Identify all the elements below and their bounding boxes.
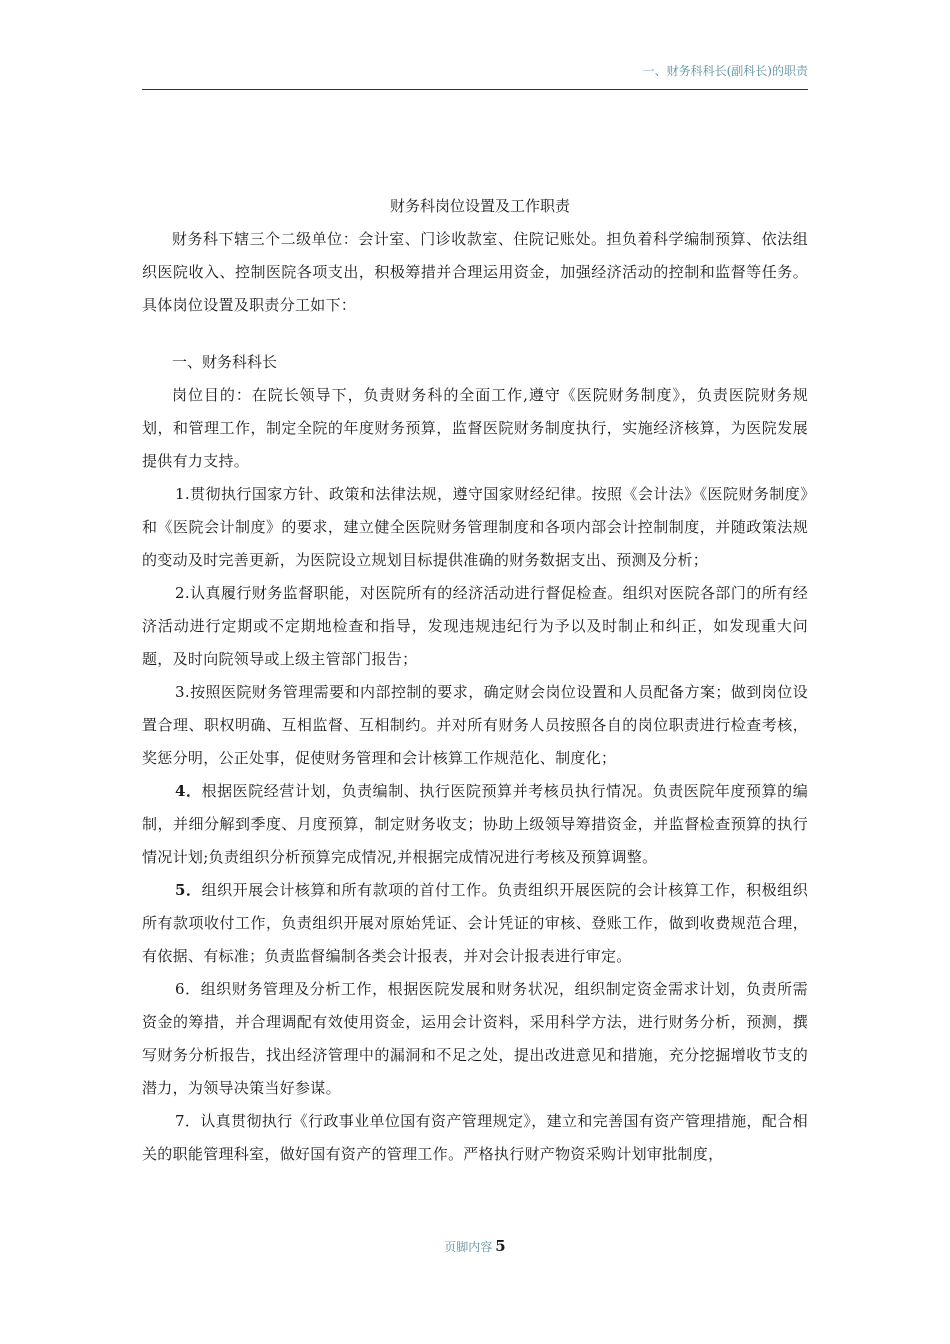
header-divider [142, 89, 808, 90]
duty-item-4 [142, 775, 808, 874]
duty-item-number: 5． [175, 881, 202, 899]
intro-paragraph: 财务科下辖三个二级单位：会计室、门诊收款室、住院记账处。担负着科学编制预算、依法组织医院收入、控制医院各项支出，积极筹措并合理运用资金，加强经济活动的控制和监督等任务。具体岗位设置及职责分工如下： [142, 230, 808, 314]
duty-item-1 [142, 478, 808, 577]
duty-item-number: 2. [175, 584, 190, 602]
footer-label: 页脚内容 [444, 1240, 493, 1254]
duty-item-number: 6． [175, 980, 201, 998]
duty-item-text: 认真贯彻执行《行政事业单位国有资产管理规定》，建立和完善国有资产管理措施，配合相关的职能管理科室，做好国有资产的管理工作。严格执行财产物资采购计划审批制度， [142, 1112, 808, 1163]
duty-item-7 [142, 1105, 808, 1171]
duty-item-text: 贯彻执行国家方针、政策和法律法规，遵守国家财经纪律。按照《会计法》《医院财务制度》和《医院会计制度》的要求，建立健全医院财务管理制度和各项内部会计控制制度，并随政策法规的变动及时完善更新，为医院设立规划目标提供准确的财务数据支出、预测及分析； [142, 485, 808, 569]
duty-item-5 [142, 874, 808, 973]
page-header: 一、财务科科长(副科长)的职责 [642, 64, 808, 78]
duty-item-number: 7． [175, 1112, 201, 1130]
page-number: 5 [495, 1237, 506, 1255]
duty-item-number: 1. [175, 485, 190, 503]
duty-item-text: 根据医院经营计划，负责编制、执行医院预算并考核员执行情况。负责医院年度预算的编制，并细分解到季度、月度预算，制定财务收支；协助上级领导筹措资金，并监督检查预算的执行情况计划;负责组织分析预算完成情况,并根据完成情况进行考核及预算调整。 [142, 782, 808, 866]
duty-item-number: 4． [175, 782, 202, 800]
duty-item-3 [142, 676, 808, 775]
document-body [142, 190, 808, 1171]
duty-item-2 [142, 577, 808, 676]
section-heading: 一、财务科科长 [172, 353, 278, 371]
duty-item-6 [142, 973, 808, 1105]
duty-item-text: 组织财务管理及分析工作，根据医院发展和财务状况，组织制定资金需求计划，负责所需资金的筹措，并合理调配有效使用资金，运用会计资料，采用科学方法，进行财务分析，预测，撰写财务分析报告，找出经济管理中的漏洞和不足之处，提出改进意见和措施，充分挖掘增收节支的潜力，为领导决策当好参谋。 [142, 980, 808, 1097]
document-title: 财务科岗位设置及工作职责 [389, 197, 570, 215]
purpose-paragraph: 岗位目的：在院长领导下，负责财务科的全面工作,遵守《医院财务制度》，负责医院财务规划，和管理工作，制定全院的年度财务预算，监督医院财务制度执行，实施经济核算，为医院发展提供有力支持。 [142, 386, 808, 470]
duty-item-text: 认真履行财务监督职能，对医院所有的经济活动进行督促检查。组织对医院各部门的所有经济活动进行定期或不定期地检查和指导，发现违规违纪行为予以及时制止和纠正，如发现重大问题，及时向院领导或上级主管部门报告； [142, 584, 808, 668]
duty-item-text: 组织开展会计核算和所有款项的首付工作。负责组织开展医院的会计核算工作，积极组织所有款项收付工作，负责组织开展对原始凭证、会计凭证的审核、登账工作，做到收费规范合理，有依据、有标准；负责监督编制各类会计报表，并对会计报表进行审定。 [142, 881, 808, 965]
page-footer [0, 1237, 950, 1255]
duty-item-number: 3. [175, 683, 190, 701]
duty-item-text: 按照医院财务管理需要和内部控制的要求，确定财会岗位设置和人员配备方案；做到岗位设置合理、职权明确、互相监督、互相制约。并对所有财务人员按照各自的岗位职责进行检查考核，奖惩分明，公正处事，促使财务管理和会计核算工作规范化、制度化； [142, 683, 808, 767]
